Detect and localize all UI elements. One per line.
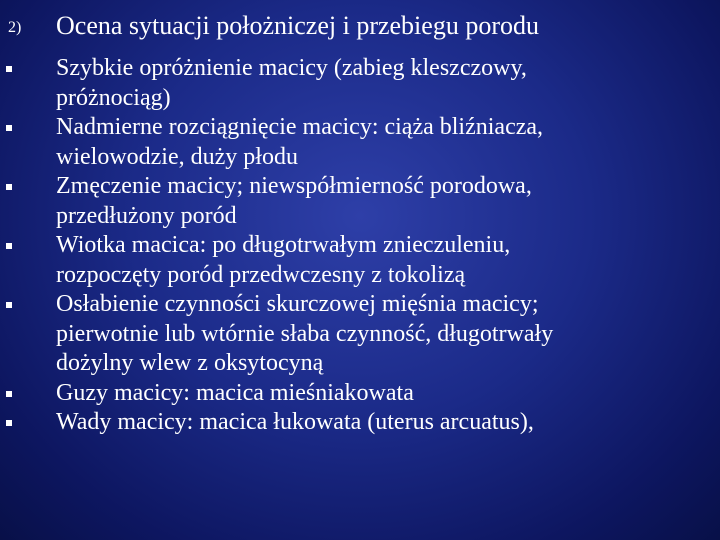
list-item bbox=[0, 172, 720, 231]
square-bullet-icon bbox=[6, 66, 12, 72]
list-item bbox=[0, 290, 720, 379]
list-item bbox=[0, 231, 720, 290]
heading-row bbox=[0, 6, 720, 46]
square-bullet-icon bbox=[6, 243, 12, 249]
square-bullet-icon bbox=[6, 391, 12, 397]
square-bullet-icon bbox=[6, 420, 12, 426]
slide-title: Ocena sytuacji położniczej i przebiegu porodu bbox=[56, 11, 539, 40]
heading-number: 2) bbox=[8, 19, 22, 36]
list-item bbox=[0, 54, 720, 113]
square-bullet-icon bbox=[6, 125, 12, 131]
list-item bbox=[0, 379, 720, 409]
square-bullet-icon bbox=[6, 302, 12, 308]
bullet-text: Nadmierne rozciągnięcie macicy: ciąża bliźniacza, wielowodzie, duży płodu bbox=[56, 114, 544, 170]
bullet-text: Zmęczenie macicy; niewspółmierność porodowa, przedłużony poród bbox=[56, 173, 532, 229]
bullet-text: Osłabienie czynności skurczowej mięśnia macicy; pierwotnie lub wtórnie słaba czynność, długotrwały dożylny wlew z oksytocyną bbox=[56, 291, 554, 376]
bullet-text: Guzy macicy: macica mieśniakowata bbox=[56, 379, 414, 406]
list-item bbox=[0, 408, 720, 438]
bullet-text: Wiotka macica: po długotrwałym znieczuleniu, rozpoczęty poród przedwczesny z tokolizą bbox=[56, 232, 511, 288]
bullet-text: Szybkie opróżnienie macicy (zabieg kleszczowy, próżnociąg) bbox=[56, 55, 527, 111]
square-bullet-icon bbox=[6, 184, 12, 190]
list-item bbox=[0, 113, 720, 172]
bullet-text: Wady macicy: macica łukowata (uterus arcuatus), bbox=[56, 409, 534, 435]
bullet-list bbox=[0, 54, 720, 438]
